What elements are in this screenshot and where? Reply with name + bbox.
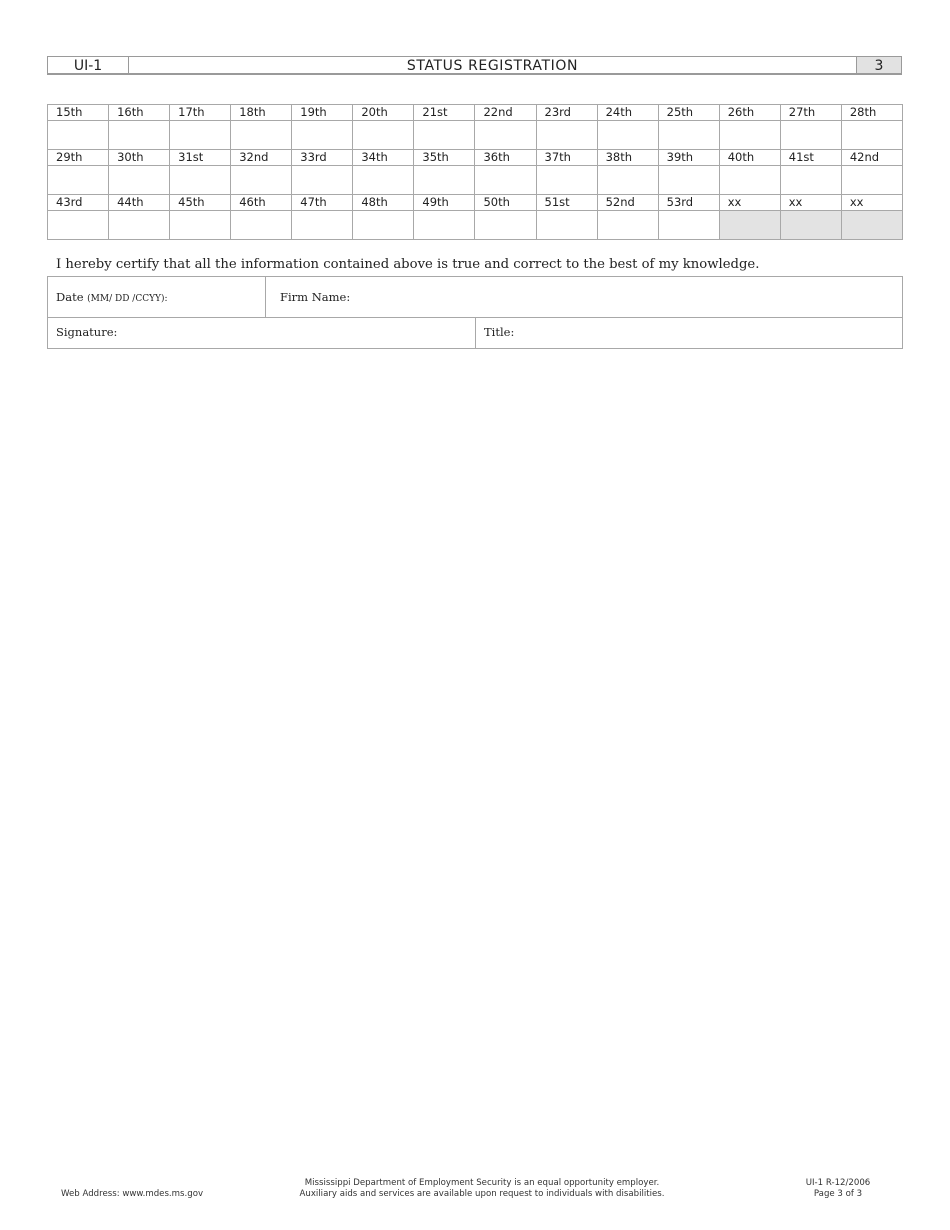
footer-eeo-line-1: Mississippi Department of Employment Security is an equal opportunity employer. — [304, 1178, 660, 1188]
week-entry-cell[interactable] — [109, 211, 170, 240]
week-entry-cell[interactable] — [414, 121, 475, 150]
week-label: 39th — [658, 150, 719, 166]
week-entry-cell[interactable] — [780, 166, 841, 195]
week-entry-cell[interactable] — [414, 166, 475, 195]
week-label: 48th — [353, 195, 414, 211]
signature-field[interactable] — [48, 318, 476, 348]
signature-block — [47, 276, 903, 349]
signature-label: Signature: — [56, 325, 118, 339]
week-entry-cell[interactable] — [719, 166, 780, 195]
week-label: 16th — [109, 105, 170, 121]
week-entry-cell[interactable] — [536, 166, 597, 195]
week-label: 21st — [414, 105, 475, 121]
week-label: xx — [780, 195, 841, 211]
signature-row-2 — [48, 318, 902, 348]
week-label: xx — [719, 195, 780, 211]
week-label: 22nd — [475, 105, 536, 121]
week-entry-cell[interactable] — [414, 211, 475, 240]
footer-eeo-line-2: Auxiliary aids and services are available upon request to individuals with disabilities. — [299, 1189, 665, 1199]
week-entry-cell[interactable] — [597, 121, 658, 150]
week-entry-cell[interactable] — [536, 211, 597, 240]
week-label: 50th — [475, 195, 536, 211]
week-label: 19th — [292, 105, 353, 121]
title-field[interactable] — [476, 318, 902, 348]
week-label: 33rd — [292, 150, 353, 166]
week-entry-cell[interactable] — [292, 166, 353, 195]
form-header — [47, 56, 902, 75]
week-entry-cell[interactable] — [536, 121, 597, 150]
page-title: STATUS REGISTRATION — [406, 58, 579, 74]
week-label: 32nd — [231, 150, 292, 166]
footer-page-of: Page 3 of 3 — [813, 1189, 863, 1199]
week-entry-cell[interactable] — [475, 121, 536, 150]
week-entry-cell[interactable] — [780, 121, 841, 150]
week-label: 53rd — [658, 195, 719, 211]
week-label: 47th — [292, 195, 353, 211]
week-entry-cell[interactable] — [597, 166, 658, 195]
week-entry-disabled — [719, 211, 780, 240]
date-label-text: Date — [56, 290, 84, 304]
week-label: 46th — [231, 195, 292, 211]
grid-entry-row — [48, 211, 903, 240]
week-entry-cell[interactable] — [719, 121, 780, 150]
grid-label-row — [48, 150, 903, 166]
firm-name-label: Firm Name: — [280, 290, 351, 304]
week-label: xx — [841, 195, 902, 211]
week-entry-cell[interactable] — [597, 211, 658, 240]
week-entry-cell[interactable] — [658, 166, 719, 195]
week-label: 45th — [170, 195, 231, 211]
date-format-hint: (MM/ DD /CCYY): — [87, 294, 168, 304]
date-field[interactable] — [48, 277, 266, 317]
footer-eeo — [282, 1178, 682, 1200]
week-label: 20th — [353, 105, 414, 121]
week-entry-cell[interactable] — [231, 166, 292, 195]
footer-revision: UI-1 R-12/2006 — [805, 1178, 871, 1188]
signature-row-1 — [48, 277, 902, 318]
page-number: 3 — [856, 57, 901, 73]
week-entry-cell[interactable] — [353, 211, 414, 240]
week-label: 28th — [841, 105, 902, 121]
week-label: 27th — [780, 105, 841, 121]
week-label: 49th — [414, 195, 475, 211]
week-entry-cell[interactable] — [475, 211, 536, 240]
week-label: 30th — [109, 150, 170, 166]
week-label: 17th — [170, 105, 231, 121]
week-label: 43rd — [48, 195, 109, 211]
week-entry-cell[interactable] — [48, 166, 109, 195]
week-entry-cell[interactable] — [109, 166, 170, 195]
week-entry-cell[interactable] — [292, 211, 353, 240]
grid-entry-row — [48, 166, 903, 195]
week-label: 41st — [780, 150, 841, 166]
week-label: 36th — [475, 150, 536, 166]
week-label: 38th — [597, 150, 658, 166]
week-label: 40th — [719, 150, 780, 166]
grid-entry-row — [48, 121, 903, 150]
week-label: 24th — [597, 105, 658, 121]
week-label: 25th — [658, 105, 719, 121]
date-label — [56, 290, 168, 304]
week-label: 35th — [414, 150, 475, 166]
footer-revision-block — [790, 1178, 886, 1200]
firm-name-field[interactable] — [266, 277, 902, 317]
grid-label-row — [48, 105, 903, 121]
week-entry-cell[interactable] — [841, 121, 902, 150]
week-entry-disabled — [780, 211, 841, 240]
grid-label-row — [48, 195, 903, 211]
week-label: 31st — [170, 150, 231, 166]
week-label: 37th — [536, 150, 597, 166]
week-entry-disabled — [841, 211, 902, 240]
week-entry-cell[interactable] — [48, 211, 109, 240]
title-label: Title: — [484, 325, 515, 339]
week-label: 44th — [109, 195, 170, 211]
week-entry-cell[interactable] — [658, 211, 719, 240]
week-label: 18th — [231, 105, 292, 121]
week-label: 34th — [353, 150, 414, 166]
week-label: 23rd — [536, 105, 597, 121]
week-entry-cell[interactable] — [170, 121, 231, 150]
week-entry-cell[interactable] — [292, 121, 353, 150]
footer-web-address: Web Address: www.mdes.ms.gov — [61, 1189, 204, 1199]
week-label: 42nd — [841, 150, 902, 166]
week-entry-cell[interactable] — [353, 121, 414, 150]
week-entry-cell[interactable] — [353, 166, 414, 195]
certification-statement: I hereby certify that all the information contained above is true and correct to the best of my knowledge. — [56, 257, 760, 272]
week-entry-cell[interactable] — [231, 121, 292, 150]
week-label: 15th — [48, 105, 109, 121]
week-entry-cell[interactable] — [48, 121, 109, 150]
week-entry-cell[interactable] — [231, 211, 292, 240]
week-entry-cell[interactable] — [475, 166, 536, 195]
week-entry-cell[interactable] — [170, 166, 231, 195]
week-label: 26th — [719, 105, 780, 121]
week-entry-cell[interactable] — [109, 121, 170, 150]
week-grid — [47, 104, 903, 240]
week-label: 29th — [48, 150, 109, 166]
week-label: 51st — [536, 195, 597, 211]
week-entry-cell[interactable] — [841, 166, 902, 195]
week-entry-cell[interactable] — [658, 121, 719, 150]
week-entry-cell[interactable] — [170, 211, 231, 240]
week-label: 52nd — [597, 195, 658, 211]
form-id: UI-1 — [48, 57, 129, 73]
